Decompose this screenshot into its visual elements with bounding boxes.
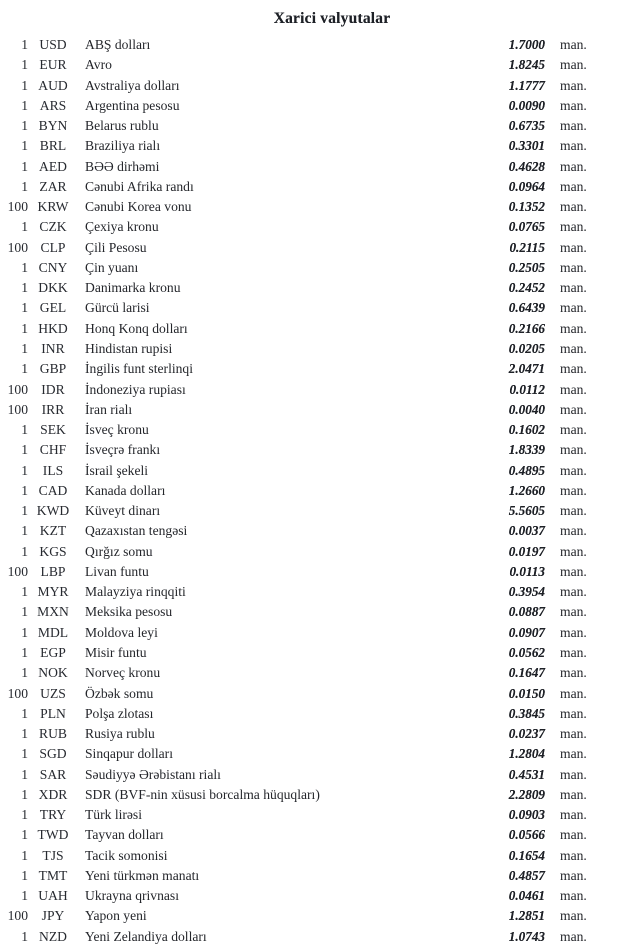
currency-rate: 0.0112 (509, 381, 545, 397)
currency-code: ARS (39, 97, 67, 113)
currency-rate: 0.0205 (508, 340, 545, 356)
currency-rate: 1.1777 (508, 77, 545, 93)
currency-name: Rusiya rublu (85, 726, 155, 742)
currency-row (0, 562, 620, 582)
currency-code: SEK (40, 422, 66, 438)
page-title: Xarici valyutalar (273, 10, 391, 27)
currency-unit-label: man. (560, 928, 587, 944)
currency-code: LBP (40, 563, 66, 579)
currency-rate: 1.7000 (508, 37, 545, 52)
currency-quantity: 1 (21, 178, 28, 194)
currency-code: KRW (37, 199, 69, 215)
currency-unit-label: man. (560, 178, 587, 194)
currency-code: IDR (41, 381, 65, 397)
currency-code: INR (41, 340, 65, 356)
currency-row (0, 744, 620, 764)
currency-quantity: 1 (21, 422, 28, 438)
currency-unit-label: man. (560, 138, 587, 154)
currency-unit-label: man. (560, 766, 587, 782)
currency-name: İsrail şekeli (85, 462, 149, 478)
currency-code: JPY (41, 908, 65, 924)
currency-name: Səudiyyə Ərəbistanı rialı (85, 766, 221, 782)
currency-rate: 0.1647 (508, 665, 545, 681)
currency-quantity: 100 (7, 908, 28, 924)
currency-quantity: 1 (21, 543, 28, 559)
currency-row (0, 846, 620, 866)
currency-table (0, 35, 620, 947)
currency-quantity: 1 (21, 340, 28, 356)
currency-code: NOK (38, 665, 68, 681)
currency-name: Livan funtu (85, 563, 149, 579)
currency-row (0, 440, 620, 460)
currency-unit-label: man. (560, 37, 587, 52)
currency-row (0, 724, 620, 744)
currency-unit-label: man. (560, 77, 587, 93)
currency-rate: 1.2851 (508, 908, 545, 924)
currency-quantity: 1 (21, 37, 28, 52)
currency-row (0, 684, 620, 704)
currency-unit-label: man. (560, 320, 587, 336)
currency-quantity: 1 (21, 726, 28, 742)
currency-name: İran rialı (85, 401, 133, 417)
currency-row (0, 177, 620, 197)
currency-quantity: 1 (21, 746, 28, 762)
currency-name: Özbək somu (85, 685, 154, 701)
currency-unit-label: man. (560, 563, 587, 579)
currency-unit-label: man. (560, 867, 587, 883)
currency-code: SGD (39, 746, 67, 762)
currency-quantity: 100 (7, 199, 28, 215)
currency-quantity: 1 (21, 138, 28, 154)
currency-quantity: 1 (21, 320, 28, 336)
currency-quantity: 100 (7, 239, 28, 255)
currency-quantity: 1 (21, 705, 28, 721)
currency-quantity: 1 (21, 766, 28, 782)
currency-row (0, 76, 620, 96)
currency-code: TRY (39, 807, 67, 823)
currency-row (0, 278, 620, 298)
currency-unit-label: man. (560, 746, 587, 762)
currency-unit-label: man. (560, 726, 587, 742)
currency-name: Gürcü larisi (85, 300, 150, 316)
currency-quantity: 1 (21, 584, 28, 600)
currency-name: Misir funtu (85, 644, 147, 660)
currency-code: TJS (42, 847, 64, 863)
currency-name: Avro (85, 57, 112, 73)
currency-code: ZAR (39, 178, 67, 194)
currency-name: Cənubi Afrika randı (85, 178, 194, 194)
currency-unit-label: man. (560, 908, 587, 924)
currency-row (0, 461, 620, 481)
currency-rate: 0.0090 (508, 97, 545, 113)
currency-code: BRL (39, 138, 67, 154)
currency-row (0, 136, 620, 156)
currency-row (0, 197, 620, 217)
currency-quantity: 1 (21, 118, 28, 134)
currency-unit-label: man. (560, 340, 587, 356)
currency-row (0, 157, 620, 177)
currency-name: Malayziya rinqqiti (85, 584, 186, 600)
currency-rate: 1.2660 (508, 482, 545, 498)
currency-unit-label: man. (560, 300, 587, 316)
currency-name: Yeni türkmən manatı (85, 867, 200, 883)
currency-unit-label: man. (560, 685, 587, 701)
currency-rate: 0.3301 (508, 138, 545, 154)
currency-name: İsveç kronu (85, 422, 149, 438)
currency-name: Yeni Zelandiya dolları (85, 928, 207, 944)
currency-quantity: 1 (21, 624, 28, 640)
currency-code: MXN (37, 604, 69, 620)
currency-unit-label: man. (560, 786, 587, 802)
currency-row (0, 359, 620, 379)
currency-rate: 0.6439 (508, 300, 545, 316)
currency-unit-label: man. (560, 584, 587, 600)
currency-rate: 0.2452 (508, 280, 545, 296)
currency-code: KZT (39, 523, 67, 539)
currency-code: PLN (40, 705, 66, 721)
currency-code: HKD (38, 320, 68, 336)
currency-rate: 0.0566 (508, 827, 545, 843)
currency-row (0, 704, 620, 724)
currency-code: KWD (36, 503, 70, 519)
currency-row (0, 420, 620, 440)
currency-quantity: 1 (21, 644, 28, 660)
currency-code: RUB (39, 726, 67, 742)
currency-row (0, 501, 620, 521)
currency-quantity: 1 (21, 523, 28, 539)
currency-row (0, 866, 620, 886)
currency-unit-label: man. (560, 543, 587, 559)
currency-code: CZK (39, 219, 67, 235)
currency-rate: 0.0113 (509, 563, 545, 579)
currency-rate: 0.4531 (508, 766, 545, 782)
currency-rate: 0.2166 (508, 320, 545, 336)
currency-quantity: 1 (21, 77, 28, 93)
currency-rate: 0.2115 (509, 239, 545, 255)
currency-code: BYN (38, 118, 68, 134)
currency-row (0, 765, 620, 785)
currency-code: KGS (39, 543, 67, 559)
currency-name: SDR (BVF-nin xüsusi borcalma hüquqları) (85, 786, 320, 802)
currency-unit-label: man. (560, 462, 587, 478)
currency-name: Norveç kronu (85, 665, 161, 681)
currency-rate: 0.0907 (508, 624, 545, 640)
currency-code: AED (39, 158, 67, 174)
currency-name: Sinqapur dolları (85, 746, 173, 762)
currency-quantity: 1 (21, 442, 28, 458)
currency-name: Cənubi Korea vonu (85, 199, 192, 215)
currency-unit-label: man. (560, 482, 587, 498)
currency-rate: 1.8339 (508, 442, 545, 458)
currency-row (0, 217, 620, 237)
currency-rate: 2.2809 (508, 786, 545, 802)
currency-row (0, 298, 620, 318)
currency-rate: 0.0461 (508, 888, 545, 904)
currency-row (0, 35, 620, 55)
currency-name: Braziliya rialı (85, 138, 161, 154)
currency-unit-label: man. (560, 827, 587, 843)
currency-name: Türk lirəsi (85, 807, 143, 823)
currency-rate: 0.0562 (508, 644, 545, 660)
currency-quantity: 100 (7, 401, 28, 417)
currency-name: Yapon yeni (85, 908, 147, 924)
currency-row (0, 663, 620, 683)
currency-quantity: 1 (21, 97, 28, 113)
currency-name: Polşa zlotası (85, 705, 154, 721)
currency-rate: 0.4628 (508, 158, 545, 174)
currency-name: Belarus rublu (85, 118, 159, 134)
currency-unit-label: man. (560, 665, 587, 681)
currency-name: Avstraliya dolları (85, 77, 180, 93)
currency-row (0, 623, 620, 643)
currency-row (0, 339, 620, 359)
currency-rate: 0.0887 (508, 604, 545, 620)
currency-rate: 0.1654 (508, 847, 545, 863)
currency-code: GBP (39, 361, 67, 377)
currency-unit-label: man. (560, 523, 587, 539)
currency-unit-label: man. (560, 57, 587, 73)
currency-unit-label: man. (560, 888, 587, 904)
currency-quantity: 1 (21, 361, 28, 377)
currency-unit-label: man. (560, 280, 587, 296)
currency-unit-label: man. (560, 503, 587, 519)
currency-unit-label: man. (560, 401, 587, 417)
currency-name: İngilis funt sterlinqi (85, 361, 193, 377)
currency-rate: 0.0765 (508, 219, 545, 235)
currency-row (0, 400, 620, 420)
currency-row (0, 319, 620, 339)
currency-quantity: 1 (21, 888, 28, 904)
currency-row (0, 542, 620, 562)
currency-rate: 0.1352 (508, 199, 545, 215)
currency-quantity: 1 (21, 928, 28, 944)
currency-row (0, 96, 620, 116)
currency-name: Tacik somonisi (85, 847, 168, 863)
currency-rate: 1.8245 (508, 57, 545, 73)
currency-unit-label: man. (560, 624, 587, 640)
currency-code: DKK (38, 280, 68, 296)
currency-code: CNY (38, 259, 68, 275)
currency-rate: 0.0903 (508, 807, 545, 823)
currency-code: XDR (38, 786, 68, 802)
currency-row (0, 521, 620, 541)
currency-code: MYR (37, 584, 69, 600)
currency-unit-label: man. (560, 644, 587, 660)
currency-quantity: 1 (21, 847, 28, 863)
currency-quantity: 1 (21, 280, 28, 296)
currency-quantity: 100 (7, 685, 28, 701)
currency-name: Danimarka kronu (85, 280, 181, 296)
currency-quantity: 1 (21, 462, 28, 478)
currency-code: MDL (37, 624, 69, 640)
currency-name: Çin yuanı (85, 259, 139, 275)
currency-quantity: 100 (7, 563, 28, 579)
currency-unit-label: man. (560, 807, 587, 823)
currency-unit-label: man. (560, 199, 587, 215)
currency-row (0, 886, 620, 906)
currency-rate: 0.4895 (508, 462, 545, 478)
currency-name: Qırğız somu (85, 543, 153, 559)
currency-name: Argentina pesosu (85, 97, 180, 113)
currency-rate: 0.0150 (508, 685, 545, 701)
currency-quantity: 1 (21, 259, 28, 275)
currency-row (0, 55, 620, 75)
currency-name: Tayvan dolları (85, 827, 164, 843)
currency-quantity: 1 (21, 827, 28, 843)
currency-row (0, 825, 620, 845)
currency-unit-label: man. (560, 361, 587, 377)
currency-code: NZD (39, 928, 67, 944)
currency-name: Moldova leyi (85, 624, 158, 640)
currency-rate: 2.0471 (508, 361, 545, 377)
currency-unit-label: man. (560, 259, 587, 275)
currency-quantity: 1 (21, 604, 28, 620)
currency-row (0, 805, 620, 825)
currency-rate: 0.6735 (508, 118, 545, 134)
currency-quantity: 1 (21, 786, 28, 802)
currency-rate: 0.3845 (508, 705, 545, 721)
currency-row (0, 906, 620, 926)
currency-rate: 0.0964 (508, 178, 545, 194)
currency-name: Çexiya kronu (85, 219, 159, 235)
currency-name: Küveyt dinarı (85, 503, 161, 519)
currency-code: AUD (38, 77, 68, 93)
currency-code: UZS (40, 685, 66, 701)
currency-rate: 1.0743 (508, 928, 545, 944)
currency-unit-label: man. (560, 847, 587, 863)
currency-rate: 0.0037 (508, 523, 545, 539)
currency-name: Çili Pesosu (85, 239, 147, 255)
currency-name: İndoneziya rupiası (85, 381, 186, 397)
currency-unit-label: man. (560, 219, 587, 235)
currency-name: Hindistan rupisi (85, 340, 173, 356)
currency-name: Ukrayna qrivnası (85, 888, 179, 904)
currency-code: ILS (42, 462, 64, 478)
currency-row (0, 258, 620, 278)
currency-unit-label: man. (560, 381, 587, 397)
currency-unit-label: man. (560, 239, 587, 255)
currency-rate: 0.0237 (508, 726, 545, 742)
currency-unit-label: man. (560, 97, 587, 113)
currency-name: ABŞ dolları (85, 37, 151, 52)
currency-name: Meksika pesosu (85, 604, 173, 620)
currency-code: TWD (37, 827, 69, 843)
currency-quantity: 1 (21, 503, 28, 519)
currency-code: CLP (40, 239, 66, 255)
currency-code: USD (39, 37, 67, 52)
currency-code: GEL (39, 300, 67, 316)
currency-name: Kanada dolları (85, 482, 166, 498)
currency-code: TMT (38, 867, 68, 883)
currency-rate: 5.5605 (508, 503, 545, 519)
currency-unit-label: man. (560, 604, 587, 620)
currency-quantity: 1 (21, 807, 28, 823)
currency-rate: 0.0040 (508, 401, 545, 417)
currency-rate: 0.4857 (508, 867, 545, 883)
currency-unit-label: man. (560, 442, 587, 458)
currency-quantity: 1 (21, 300, 28, 316)
currency-code: EGP (40, 644, 66, 660)
currency-rate: 0.1602 (508, 422, 545, 438)
currency-unit-label: man. (560, 422, 587, 438)
currency-code: UAH (38, 888, 68, 904)
currency-quantity: 1 (21, 158, 28, 174)
currency-rate: 0.2505 (508, 259, 545, 275)
currency-name: BƏƏ dirhəmi (85, 158, 160, 174)
currency-row (0, 785, 620, 805)
currency-quantity: 1 (21, 867, 28, 883)
currency-row (0, 582, 620, 602)
currency-quantity: 100 (7, 381, 28, 397)
currency-quantity: 1 (21, 665, 28, 681)
currency-unit-label: man. (560, 158, 587, 174)
currency-name: İsveçrə frankı (85, 442, 161, 458)
currency-row (0, 927, 620, 947)
currency-code: EUR (39, 57, 67, 73)
currency-rate: 0.0197 (508, 543, 545, 559)
currency-code: CAD (38, 482, 68, 498)
currency-unit-label: man. (560, 705, 587, 721)
currency-row (0, 116, 620, 136)
currency-rate: 1.2804 (508, 746, 545, 762)
currency-row (0, 643, 620, 663)
currency-rate: 0.3954 (508, 584, 545, 600)
currency-name: Honq Konq dolları (85, 320, 188, 336)
currency-code: IRR (41, 401, 65, 417)
currency-code: CHF (39, 442, 67, 458)
currency-row (0, 481, 620, 501)
currency-name: Qazaxıstan tengəsi (85, 523, 188, 539)
currency-row (0, 380, 620, 400)
currency-quantity: 1 (21, 57, 28, 73)
currency-unit-label: man. (560, 118, 587, 134)
currency-quantity: 1 (21, 482, 28, 498)
currency-quantity: 1 (21, 219, 28, 235)
currency-row (0, 238, 620, 258)
currency-row (0, 602, 620, 622)
currency-code: SAR (39, 766, 67, 782)
